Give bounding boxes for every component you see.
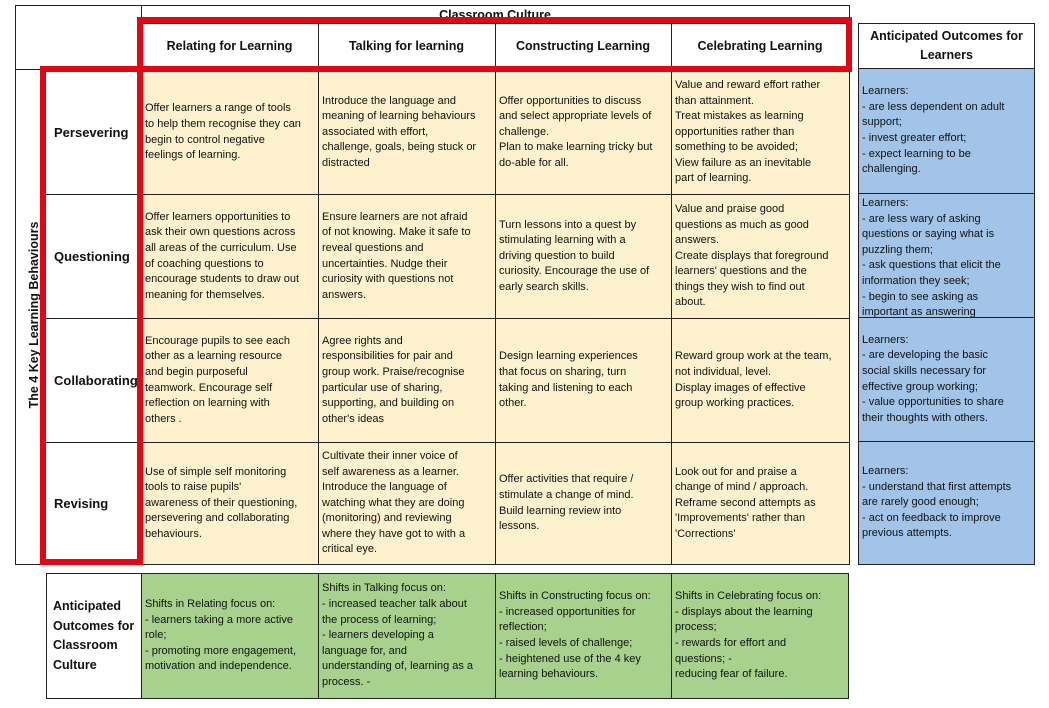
culture-outcome-celebrating: Shifts in Celebrating focus on: - displays about the learning process; - rewards for effort and questions; - reducing fear of failure. [671, 573, 849, 699]
cell-questioning-celebrating: Value and praise good questions as much as good answers. Create displays that foreground learners' questions and the things they wish to find out about. [672, 195, 849, 318]
cell-persevering-celebrating: Value and reward effort rather than attainment. Treat mistakes as learning opportunities rather than something to be avoided; View failure as an inevitable part of learning. [672, 71, 849, 194]
classroom-culture-title: Classroom Culture [439, 7, 551, 22]
highlight-box-columns [137, 17, 852, 72]
cell-revising-talking: Cultivate their inner voice of self awareness as a learner. Introduce the language of watching what they are doing (monitoring) and reviewing where they have got to with a critical eye. [319, 443, 495, 564]
highlight-box-rows [40, 66, 143, 565]
cell-persevering-relating: Offer learners a range of tools to help them recognise they can begin to control negative feelings of learning. [142, 71, 318, 194]
cell-revising-celebrating: Look out for and praise a change of mind / approach. Reframe second attempts as 'Improvements' rather than 'Corrections' [672, 443, 849, 564]
row-label-questioning: Questioning [54, 248, 130, 264]
cell-questioning-talking: Ensure learners are not afraid of not knowing. Make it safe to reveal questions and uncertainties. Nudge their curiosity with questions not answers. [319, 195, 495, 318]
column-header-talking: Talking for learning [348, 39, 465, 53]
cell-collaborating-talking: Agree rights and responsibilities for pair and group work. Praise/recognise particular use of sharing, supporting, and building on other's ideas [319, 319, 495, 442]
cell-questioning-relating: Offer learners opportunities to ask their own questions across all areas of the curriculum. Use of coaching questions to encourage students to draw out meaning for themselves. [142, 195, 318, 318]
outcome-questioning: Learners: - are less wary of asking questions or saying what is puzzling them; - ask questions that elicit the information they seek; - begin to see asking as important as answering [858, 194, 1035, 318]
column-header-relating: Relating for Learning [166, 39, 293, 53]
outcome-revising: Learners: - understand that first attempts are rarely good enough; - act on feedback to improve previous attempts. [858, 442, 1035, 565]
cell-persevering-talking: Introduce the language and meaning of learning behaviours associated with effort, challenge, goals, being stuck or distracted [319, 71, 495, 194]
column-header-celebrating: Celebrating Learning [697, 39, 823, 53]
row-label-persevering: Persevering [54, 124, 129, 140]
cell-collaborating-celebrating: Reward group work at the team, not individual, level. Display images of effective group working practices. [672, 319, 849, 442]
cell-collaborating-relating: Encourage pupils to see each other as a learning resource and begin purposeful teamwork. Encourage self reflection on learning with others . [142, 319, 318, 442]
culture-outcome-constructing: Shifts in Constructing focus on: - increased opportunities for reflection; - raised levels of challenge; - heightened use of the 4 key learning behaviours. [495, 573, 672, 699]
culture-outcome-relating: Shifts in Relating focus on: - learners taking a more active role; - promoting more engagement, motivation and independence. [141, 573, 319, 699]
cell-questioning-constructing: Turn lessons into a quest by stimulating learning with a driving question to build curiosity. Encourage the use of early search skills. [496, 195, 671, 318]
culture-outcomes-label: Anticipated Outcomes for Classroom Culture [46, 573, 142, 699]
culture-outcome-talking: Shifts in Talking focus on: - increased teacher talk about the process of learning; - learners developing a language for, and understanding of, learning as a process. - [318, 573, 496, 699]
row-label-revising: Revising [54, 495, 109, 511]
cell-revising-relating: Use of simple self monitoring tools to raise pupils' awareness of their questioning, persevering and collaborating behaviours. [142, 443, 318, 564]
outcome-collaborating: Learners: - are developing the basic social skills necessary for effective group working; - value opportunities to share their thoughts with others. [858, 318, 1035, 442]
row-label-collaborating: Collaborating [54, 372, 138, 388]
outcomes-learners-header: Anticipated Outcomes for Learners [858, 23, 1035, 69]
cell-revising-constructing: Offer activities that require / stimulate a change of mind. Build learning review into lessons. [496, 443, 671, 564]
cell-collaborating-constructing: Design learning experiences that focus on sharing, turn taking and listening to each other. [496, 319, 671, 442]
cell-persevering-constructing: Offer opportunities to discuss and select appropriate levels of challenge. Plan to make learning tricky but do-able for all. [496, 71, 671, 194]
column-header-constructing: Constructing Learning [515, 39, 651, 53]
outcome-persevering: Learners: - are less dependent on adult support; - invest greater effort; - expect learning to be challenging. [858, 69, 1035, 194]
